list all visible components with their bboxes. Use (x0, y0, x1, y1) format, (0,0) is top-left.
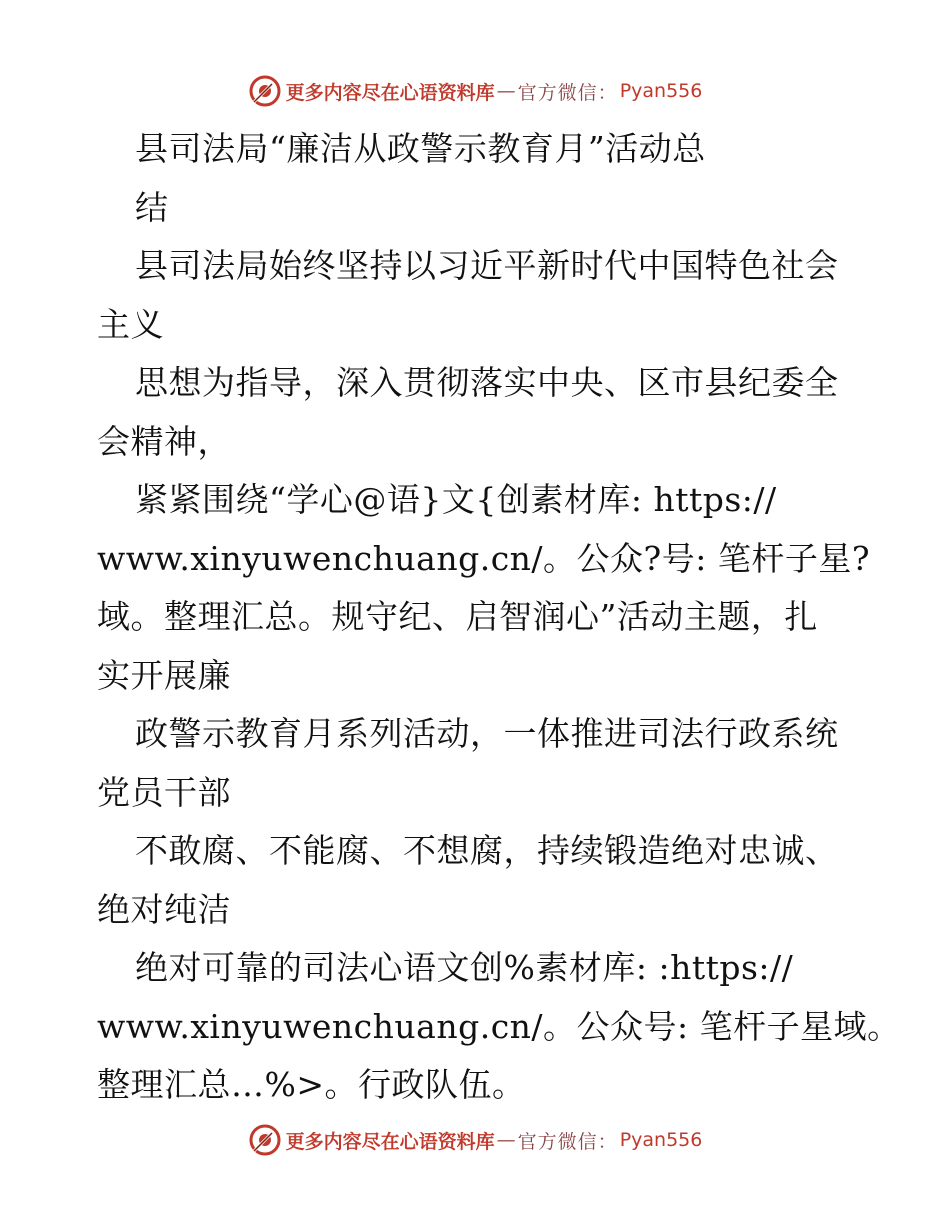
banner-wechat-handle: Pyan556 (619, 1129, 703, 1151)
doc-line: 不敢腐、不能腐、不想腐，持续锻造绝对忠诚、 (135, 831, 839, 870)
doc-line: 紧紧围绕“学心@语}文{创素材库: https:// (135, 480, 777, 519)
doc-title-line-1: 县司法局“廉洁从政警示教育月”活动总 (135, 129, 706, 168)
brand-logo-icon (248, 74, 282, 108)
banner-official-label: 官方微信： (517, 81, 618, 104)
banner-brand-text: 更多内容尽在心语资料库 (285, 81, 495, 104)
doc-line: www.xinyuwenchuang.cn/。公众号: 笔杆子星域。 (97, 1006, 901, 1046)
doc-line: 绝对可靠的司法心语文创%素材库: :https:// (135, 948, 794, 987)
doc-title-line-2: 结 (135, 187, 169, 227)
banner-official-label: 官方微信： (517, 1130, 618, 1153)
banner-brand-text: 更多内容尽在心语资料库 (285, 1130, 495, 1153)
header-banner (0, 71, 950, 111)
doc-line: 会精神， (97, 421, 231, 461)
footer-banner (0, 1120, 950, 1160)
doc-line: 绝对纯洁 (97, 889, 231, 929)
doc-line: 域。整理汇总。规守纪、启智润心”活动主题，扎 (97, 597, 818, 636)
doc-line: 实开展廉 (97, 655, 231, 695)
doc-line: www.xinyuwenchuang.cn/。公众?号: 笔杆子星? (97, 538, 871, 578)
doc-line: 政警示教育月系列活动，一体推进司法行政系统 (135, 714, 839, 753)
doc-line: 思想为指导，深入贯彻落实中央、区市县纪委全 (135, 363, 839, 402)
doc-line: 县司法局始终坚持以习近平新时代中国特色社会 (135, 246, 839, 285)
document-body (97, 120, 901, 1115)
doc-line: 整理汇总…%>。行政队伍。 (97, 1065, 526, 1104)
doc-line: 主义 (97, 304, 164, 344)
brand-logo-icon (248, 1123, 282, 1157)
banner-dash: — (496, 80, 516, 102)
doc-line: 党员干部 (97, 772, 231, 812)
banner-wechat-handle: Pyan556 (619, 80, 703, 102)
banner-dash: — (496, 1129, 516, 1151)
